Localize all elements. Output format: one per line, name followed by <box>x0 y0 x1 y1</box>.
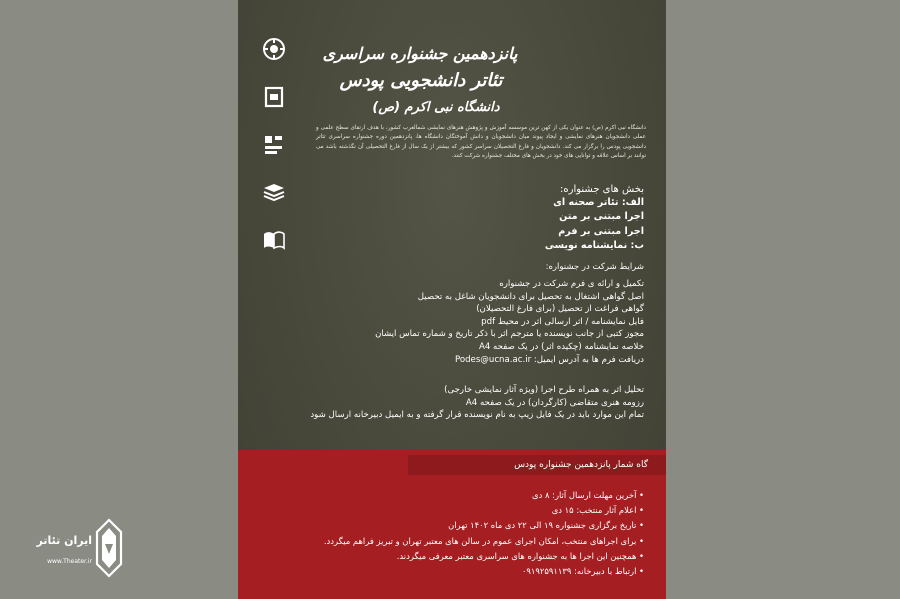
list-item: فایل نمایشنامه / اثر ارسالی اثر در محیط pdf <box>481 316 644 327</box>
list-item: • اعلام آثار منتخب: ۱۵ دی <box>551 505 644 516</box>
conditions-heading: شرایط شرکت در جشنواره: <box>545 262 644 272</box>
notes-list <box>310 384 644 422</box>
list-item: رزومه هنری متقاضی (کارگردان) در یک صفحه A4 <box>465 397 644 408</box>
list-item: • همچنین این اجرا ها به جشنواره های سراسری معتبر معرفی میگردند. <box>396 550 644 561</box>
book-logo-icon <box>261 180 287 206</box>
list-item: ب: نمایشنامه نویسی <box>544 240 644 252</box>
sponsor-logos <box>254 36 294 254</box>
brand-url: www.Theater.ir <box>47 558 92 565</box>
list-item: • تاریخ برگزاری جشنواره ۱۹ الی ۲۲ دی ماه ۱۴۰۲ تهران <box>448 520 644 531</box>
festival-title: پانزدهمین جشنواره سراسری <box>322 44 518 63</box>
list-item: • ارتباط با دبیرخانه: ۰۹۱۹۲۵۹۱۱۳۹ <box>521 566 644 577</box>
iran-theater-watermark <box>24 512 124 582</box>
conditions-list <box>314 278 644 366</box>
list-item: تمام این موارد باید در یک فایل زیپ به نام نویسنده قرار گرفته و به ایمیل دبیرخانه ارسال شود <box>310 410 644 421</box>
iran-theater-logo-icon <box>94 518 124 578</box>
theater-logo-icon <box>261 228 287 254</box>
list-item: تکمیل و ارائه ی فرم شرکت در جشنواره <box>499 279 644 289</box>
festival-poster <box>238 0 666 599</box>
list-item: دریافت فرم ها به آدرس ایمیل: Podes@ucna.ac.ir <box>454 354 644 365</box>
brand-name: ایران تئاتر <box>36 534 92 547</box>
sections-list <box>314 196 644 254</box>
list-item: خلاصه نمایشنامه (چکیده اثر) در یک صفحه A4 <box>478 341 644 352</box>
timeline-heading: گاه شمار پانزدهمین جشنواره پودس <box>408 455 666 475</box>
festival-logo-icon <box>261 132 287 158</box>
timeline-list <box>284 488 644 579</box>
list-item: تحلیل اثر به همراه طرح اجرا (ویژه آثار نمایشی خارجی) <box>444 385 644 395</box>
list-item: اصل گواهی اشتغال به تحصیل برای دانشجویان شاغل به تحصیل <box>417 291 644 302</box>
list-item: الف: تئاتر صحنه ای <box>553 197 644 208</box>
list-item: • برای اجراهای منتخب، امکان اجرای عموم در سالن های معتبر تهران و تبریز فراهم میگردد. <box>323 535 644 546</box>
sections-heading: بخش های جشنواره: <box>560 184 644 195</box>
list-item: • آخرین مهلت ارسال آثار: ۸ دی <box>532 490 644 500</box>
list-item: اجرا مبتنی بر فرم <box>558 225 644 237</box>
list-item: اجرا مبتنی بر متن <box>559 211 644 223</box>
university-name: دانشگاه نبی اکرم (ص) <box>372 100 500 115</box>
list-item: مجوز کتبی از جانب نویسنده یا مترجم اثر با ذکر تاریخ و شماره تماس ایشان <box>375 329 644 340</box>
intro-paragraph: دانشگاه نبی اکرم (ص) به عنوان یکی از کهن ترین موسسه آموزش و پژوهش هنرهای نمایشی شمالغرب کشور، با هدف ارتقای سطح علمی و عملی دانشجویان هنرهای نمایشی و ایجاد پیوند میان دانشجویان و دانش آموختگان دانشگاه ها، پانزدهمین دوره جشنواره سراسری تئاتر دانشجویی پودس را برگزار می کند. دانشجویان و فارغ التحصیلان سراسر کشور که بیشتر از یک سال از فارغ التحصیلی آن نگذشته باشد می توانند بر اساس علاقه و توانایی های خود در بخش های مختلف جشنواره شرکت کنند. <box>316 125 646 160</box>
festival-subtitle: تئاتر دانشجویی پودس <box>339 70 503 91</box>
list-item: گواهی فراغت از تحصیل (برای فارغ التحصیلان) <box>476 304 644 315</box>
